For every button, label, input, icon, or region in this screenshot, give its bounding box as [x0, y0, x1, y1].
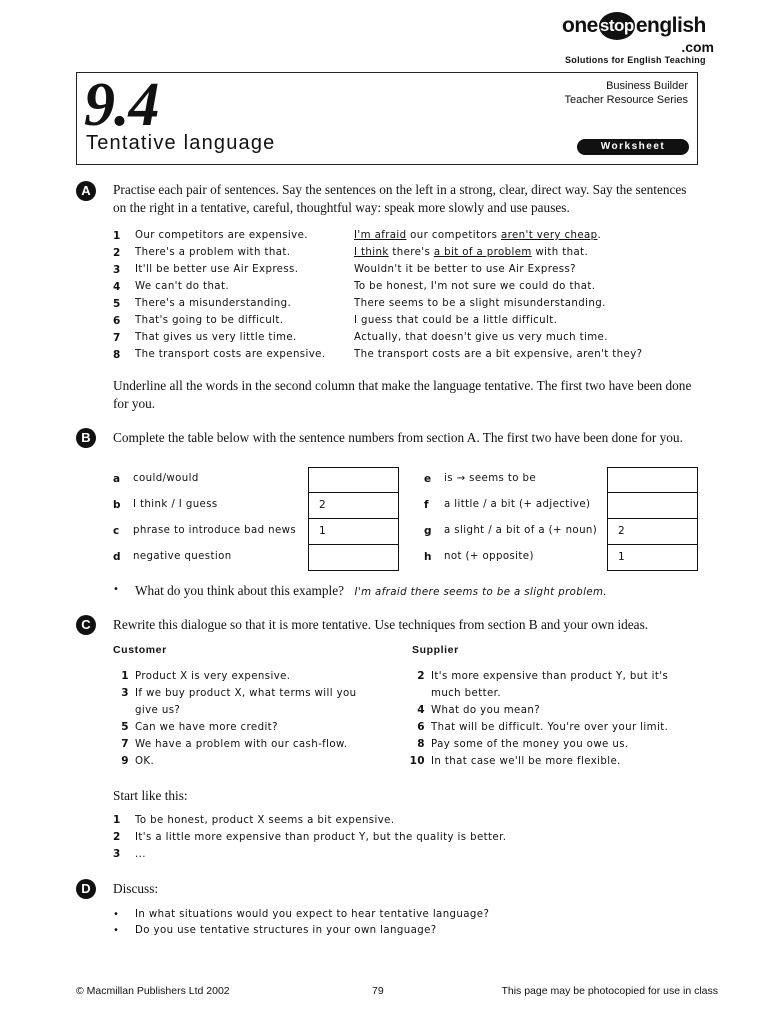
tentative-sentence: [354, 332, 713, 343]
dialogue-line: [409, 753, 699, 770]
pair-number: 6: [113, 314, 121, 327]
copyright-text: © Macmillan Publishers Ltd 2002: [76, 985, 230, 997]
technique-letter: f: [424, 499, 429, 511]
technique-letter: h: [424, 551, 432, 563]
sentence-fragment: our competitors: [406, 230, 501, 241]
pair-number: 5: [113, 297, 121, 310]
example-question: What do you think about this example?: [135, 583, 345, 598]
pair-number: 8: [113, 348, 121, 361]
line-text: It's more expensive than product Y, but it's much better.: [431, 671, 669, 699]
underlined-phrase: I think: [354, 247, 389, 258]
dialogue-line: [113, 736, 383, 753]
technique-label: a little / a bit (+ adjective): [444, 499, 591, 510]
logo-text-one: one: [562, 14, 598, 37]
customer-dialogue: [113, 668, 383, 770]
direct-sentence: There's a misunderstanding.: [135, 298, 292, 309]
line-number: 9: [121, 755, 129, 767]
sentence-fragment: The transport costs are a bit expensive, aren't they?: [354, 349, 643, 360]
section-c-marker: C: [76, 615, 96, 635]
start-number: 3: [113, 848, 121, 860]
line-number: 5: [121, 721, 129, 733]
line-number: 10: [409, 755, 425, 767]
technique-letter: c: [113, 525, 120, 537]
technique-label: phrase to introduce bad news: [133, 525, 297, 536]
photocopy-notice: This page may be photocopied for use in class: [501, 985, 718, 997]
dialogue-line: [409, 668, 699, 702]
section-a-marker: A: [76, 181, 96, 201]
worksheet-title: Tentative language: [86, 132, 276, 154]
technique-label: negative question: [133, 551, 232, 562]
technique-label: could/would: [133, 473, 199, 484]
pair-number: 7: [113, 331, 121, 344]
start-number: 1: [113, 814, 121, 826]
line-number: 1: [121, 670, 129, 682]
technique-letter: a: [113, 473, 121, 485]
onestopenglish-logo: [562, 12, 722, 54]
section-d-marker: D: [76, 879, 96, 899]
start-text: To be honest, product X seems a bit expensive.: [135, 815, 395, 826]
start-text: It's a little more expensive than product Y, but the quality is better.: [135, 832, 507, 843]
start-example-row: [113, 812, 673, 829]
dialogue-line: [113, 668, 383, 685]
direct-sentence: There's a problem with that.: [135, 247, 291, 258]
pair-number: 1: [113, 229, 121, 242]
direct-sentence: Our competitors are expensive.: [135, 230, 308, 241]
direct-sentence: We can't do that.: [135, 281, 229, 292]
line-text: Product X is very expensive.: [135, 671, 291, 682]
discussion-question: [113, 923, 673, 939]
line-number: 8: [417, 738, 425, 750]
section-a-underline-instruction: Underline all the words in the second column that make the language tentative. The first two have been done for you.: [113, 378, 692, 411]
example-bullet: •: [113, 584, 120, 595]
line-text: If we buy product X, what terms will you give us?: [135, 688, 357, 716]
discussion-question: [113, 907, 673, 923]
tentative-sentence: [354, 264, 713, 275]
technique-letter: e: [424, 473, 432, 485]
start-text: ...: [135, 849, 146, 860]
section-b-marker: B: [76, 428, 96, 448]
dialogue-line: [113, 685, 383, 719]
technique-row: [113, 467, 703, 493]
supplier-dialogue: [409, 668, 699, 770]
supplier-heading: Supplier: [412, 644, 459, 656]
logo-text-com: .com: [681, 39, 714, 55]
logo-stop-circle: stop: [599, 12, 635, 40]
dialogue-line: [409, 736, 699, 753]
answer-box: 2: [607, 519, 698, 545]
answer-box: 2: [308, 493, 399, 519]
dialogue-line: [113, 719, 383, 736]
line-number: 2: [417, 670, 425, 682]
sentence-fragment: Actually, that doesn't give us very much time.: [354, 332, 608, 343]
page-number: 79: [372, 985, 384, 997]
line-text: In that case we'll be more flexible.: [431, 756, 621, 767]
technique-label: a slight / a bit of a (+ noun): [444, 525, 598, 536]
underlined-phrase: I'm afraid: [354, 230, 407, 241]
logo-tagline: Solutions for English Teaching: [565, 55, 706, 65]
technique-letter: d: [113, 551, 121, 563]
underlined-phrase: a bit of a problem: [433, 247, 532, 258]
sentence-fragment: To be honest, I'm not sure we could do that.: [354, 281, 596, 292]
dialogue-line: [113, 753, 383, 770]
series-line-1: Business Builder: [606, 80, 688, 92]
sentence-pair-row: [113, 346, 713, 363]
technique-letter: b: [113, 499, 121, 511]
line-text: What do you mean?: [431, 705, 540, 716]
sentence-fragment: I guess that could be a little difficult.: [354, 315, 558, 326]
line-text: That will be difficult. You're over your limit.: [431, 722, 669, 733]
answer-box: 1: [607, 545, 698, 571]
direct-sentence: It'll be better use Air Express.: [135, 264, 299, 275]
sentence-pair-row: [113, 312, 713, 329]
tentative-sentence: [354, 315, 713, 326]
line-number: 7: [121, 738, 129, 750]
tentative-sentence: [354, 298, 713, 309]
technique-row: [113, 519, 703, 545]
sentence-pair-row: [113, 295, 713, 312]
bullet-point: •: [113, 909, 120, 920]
section-a-instruction: Practise each pair of sentences. Say the sentences on the left in a strong, clear, direct way. Say the sentences on the right in a tentative, careful, thoughtful way: speak more slowly and use pauses.: [113, 182, 687, 215]
pair-number: 4: [113, 280, 121, 293]
pair-number: 2: [113, 246, 121, 259]
series-line-2: Teacher Resource Series: [564, 94, 688, 106]
sentence-pair-row: [113, 244, 713, 261]
unit-number: 9.4: [84, 71, 159, 139]
line-text: Pay some of the money you owe us.: [431, 739, 629, 750]
line-text: OK.: [135, 756, 155, 767]
section-c-instruction: Rewrite this dialogue so that it is more tentative. Use techniques from section B and your own ideas.: [113, 617, 649, 632]
pair-number: 3: [113, 263, 121, 276]
answer-box: [607, 493, 698, 519]
series-info: [564, 79, 688, 107]
example-line: [135, 582, 715, 600]
sentence-pair-row: [113, 227, 713, 244]
customer-heading: Customer: [113, 644, 167, 656]
sentence-pair-row: [113, 278, 713, 295]
technique-row: [113, 493, 703, 519]
sentence-pairs-list: [113, 227, 713, 363]
sentence-pair-row: [113, 261, 713, 278]
start-examples-list: [113, 812, 673, 863]
tentative-sentence: [354, 281, 713, 292]
dialogue-line: [409, 702, 699, 719]
section-b-instruction: Complete the table below with the sentence numbers from section A. The first two have been done for you.: [113, 430, 683, 445]
start-label: Start like this:: [113, 788, 188, 803]
logo-text-english: english: [635, 14, 706, 37]
start-number: 2: [113, 831, 121, 843]
question-text: In what situations would you expect to hear tentative language?: [135, 909, 490, 920]
technique-letter: g: [424, 525, 432, 537]
dialogue-line: [409, 719, 699, 736]
sentence-fragment: Wouldn't it be better to use Air Express?: [354, 264, 576, 275]
line-text: Can we have more credit?: [135, 722, 278, 733]
tentative-sentence: [354, 349, 713, 360]
section-d-instruction: Discuss:: [113, 881, 159, 896]
start-example-row: [113, 846, 673, 863]
sentence-fragment: with that.: [531, 247, 589, 258]
sentence-fragment: .: [597, 230, 602, 241]
technique-label: I think / I guess: [133, 499, 218, 510]
tentative-sentence: [354, 230, 713, 241]
line-number: 6: [417, 721, 425, 733]
question-text: Do you use tentative structures in your own language?: [135, 925, 437, 936]
direct-sentence: The transport costs are expensive.: [135, 349, 326, 360]
tentative-sentence: [354, 247, 713, 258]
line-number: 3: [121, 687, 129, 699]
technique-row: [113, 545, 703, 571]
technique-label: is → seems to be: [444, 473, 537, 484]
example-sentence: I'm afraid there seems to be a slight problem.: [354, 587, 608, 598]
technique-label: not (+ opposite): [444, 551, 534, 562]
discussion-questions: [113, 907, 673, 939]
sentence-fragment: There seems to be a slight misunderstanding.: [354, 298, 606, 309]
line-text: We have a problem with our cash-flow.: [135, 739, 348, 750]
bullet-point: •: [113, 925, 120, 936]
underlined-phrase: aren't very cheap: [500, 230, 598, 241]
start-example-row: [113, 829, 673, 846]
worksheet-badge: Worksheet: [577, 139, 689, 155]
sentence-pair-row: [113, 329, 713, 346]
direct-sentence: That gives us very little time.: [135, 332, 297, 343]
direct-sentence: That's going to be difficult.: [135, 315, 284, 326]
answer-box: [607, 467, 698, 493]
line-number: 4: [417, 704, 425, 716]
sentence-fragment: there's: [388, 247, 434, 258]
answer-box: 1: [308, 519, 399, 545]
